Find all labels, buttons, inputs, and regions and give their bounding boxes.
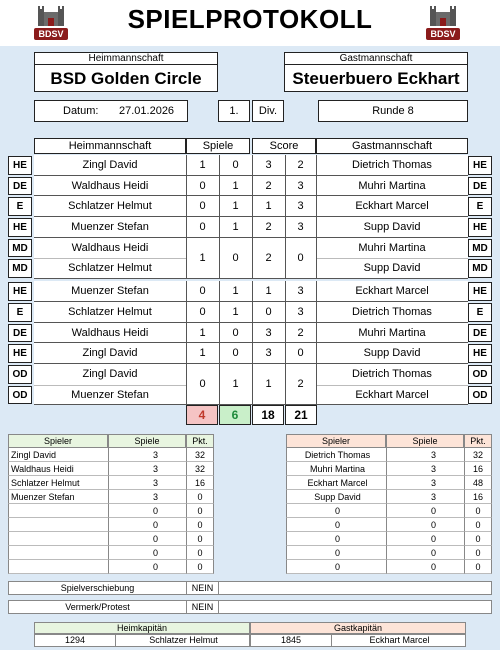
- home-games-won: 1: [199, 251, 206, 264]
- match-row: [0, 196, 500, 217]
- guest-stats-table: [286, 434, 492, 574]
- guest-team-name: Steuerbuero Eckhart: [284, 64, 468, 92]
- stats-games: 0: [108, 518, 186, 532]
- stats-points: 32: [186, 462, 214, 476]
- stats-points: 32: [464, 448, 492, 462]
- home-discipline-code: MD: [8, 239, 32, 258]
- total-home-score: 18: [252, 405, 284, 425]
- home-legs: 3: [265, 159, 272, 171]
- column-divider: [316, 238, 317, 279]
- home-player: Zingl David: [82, 368, 138, 380]
- home-games-won: 1: [199, 347, 206, 360]
- home-captain-name: Schlatzer Helmut: [115, 635, 251, 646]
- home-discipline-code: HE: [8, 282, 32, 301]
- protest-value: NEIN: [187, 601, 219, 613]
- col-header-games: Spiele: [186, 138, 250, 154]
- row-divider: [316, 385, 468, 386]
- guest-legs: 2: [297, 326, 304, 339]
- stats-points: 0: [186, 490, 214, 504]
- match-row: [0, 176, 500, 197]
- home-games-won: 0: [199, 378, 206, 390]
- stats-points: 0: [464, 518, 492, 532]
- guest-player: Dietrich Thomas: [352, 159, 432, 171]
- home-games-won: 0: [199, 305, 206, 318]
- row-divider: [316, 258, 468, 259]
- match-row: [0, 343, 500, 364]
- stats-points: 32: [186, 448, 214, 462]
- guest-player: Muhri Martina: [358, 326, 426, 339]
- column-divider: [316, 176, 317, 197]
- stats-games: 3: [108, 448, 186, 462]
- home-legs: 1: [265, 378, 272, 390]
- match-row: [0, 238, 500, 279]
- stats-player-name: [8, 546, 108, 560]
- guest-captain-label: Gastkapitän: [250, 622, 466, 634]
- stats-header-games: Spiele: [386, 434, 464, 448]
- home-games-won: 0: [199, 221, 206, 234]
- stats-player-name: Eckhart Marcel: [286, 476, 386, 490]
- guest-games-won: 1: [232, 179, 239, 192]
- guest-legs: 0: [297, 347, 304, 360]
- stats-header-player: Spieler: [286, 434, 386, 448]
- stats-points: 0: [464, 504, 492, 518]
- home-games-won: 1: [199, 326, 206, 339]
- column-divider: [316, 281, 317, 302]
- guest-discipline-code: HE: [468, 344, 492, 363]
- stats-header-points: Pkt.: [464, 434, 492, 448]
- division-number: 1.: [218, 100, 250, 122]
- stats-points: 16: [464, 462, 492, 476]
- guest-discipline-code: E: [468, 197, 492, 216]
- home-legs: 1: [265, 285, 272, 298]
- guest-player: Dietrich Thomas: [352, 368, 432, 380]
- guest-player: Muhri Martina: [358, 179, 426, 192]
- guest-player: Dietrich Thomas: [352, 305, 432, 318]
- stats-games: 0: [108, 532, 186, 546]
- row-divider: [34, 258, 186, 259]
- protest-row: [8, 600, 492, 614]
- home-stats-table: [8, 434, 214, 574]
- home-legs: 2: [265, 221, 272, 234]
- stats-points: 0: [464, 532, 492, 546]
- home-discipline-code: HE: [8, 218, 32, 237]
- guest-games-won: 0: [232, 251, 239, 264]
- stats-games: 3: [108, 476, 186, 490]
- guest-player: Eckhart Marcel: [355, 388, 429, 401]
- guest-player: Supp David: [363, 347, 421, 360]
- home-discipline-code: MD: [8, 259, 32, 278]
- stats-player-name: Muenzer Stefan: [8, 490, 108, 504]
- home-player: Waldhaus Heidi: [71, 179, 149, 192]
- guest-discipline-code: MD: [468, 259, 492, 278]
- guest-legs: 3: [297, 179, 304, 192]
- stats-player-name: Waldhaus Heidi: [8, 462, 108, 476]
- guest-games-won: 1: [232, 378, 239, 390]
- stats-player-name: Muhri Martina: [286, 462, 386, 476]
- home-legs: 3: [265, 347, 272, 360]
- home-discipline-code: E: [8, 197, 32, 216]
- column-divider: [316, 364, 317, 405]
- guest-games-won: 0: [232, 159, 239, 171]
- stats-games: 0: [386, 532, 464, 546]
- home-player: Waldhaus Heidi: [71, 326, 149, 339]
- match-row: [0, 217, 500, 238]
- home-captain-row: [34, 634, 250, 647]
- home-caption: Heimmannschaft: [34, 52, 218, 65]
- home-player: Zingl David: [82, 347, 138, 360]
- home-team-name: BSD Golden Circle: [34, 64, 218, 92]
- home-discipline-code: DE: [8, 177, 32, 196]
- stats-header-player: Spieler: [8, 434, 108, 448]
- col-header-home: Heimmannschaft: [34, 138, 186, 154]
- guest-games-won: 0: [232, 347, 239, 360]
- guest-legs: 3: [297, 285, 304, 298]
- home-discipline-code: OD: [8, 386, 32, 405]
- guest-games-won: 1: [232, 221, 239, 234]
- guest-legs: 3: [297, 221, 304, 234]
- stats-games: 3: [108, 462, 186, 476]
- match-row: [0, 302, 500, 323]
- bdsv-logo-right: [426, 6, 460, 42]
- row-divider: [34, 385, 186, 386]
- guest-discipline-code: HE: [468, 282, 492, 301]
- home-legs: 2: [265, 179, 272, 192]
- round-field: Runde 8: [318, 100, 468, 122]
- column-divider: [316, 217, 317, 238]
- stats-games: 0: [386, 546, 464, 560]
- page-title: SPIELPROTOKOLL: [127, 4, 373, 34]
- column-divider: [316, 323, 317, 344]
- stats-player-name: [8, 560, 108, 574]
- stats-games: 3: [386, 448, 464, 462]
- guest-discipline-code: HE: [468, 218, 492, 237]
- stats-player-name: 0: [286, 504, 386, 518]
- stats-player-name: [8, 504, 108, 518]
- date-value: 27.01.2026: [119, 105, 175, 117]
- stats-games: 0: [108, 546, 186, 560]
- home-player: Zingl David: [82, 159, 138, 171]
- stats-games: 0: [108, 560, 186, 574]
- home-player: Schlatzer Helmut: [68, 200, 152, 213]
- guest-legs: 3: [297, 200, 304, 213]
- stats-player-name: 0: [286, 532, 386, 546]
- castle-icon: [430, 6, 456, 26]
- postponement-row: [8, 581, 492, 595]
- match-row: [0, 323, 500, 344]
- match-row: [0, 155, 500, 176]
- stats-points: 0: [186, 518, 214, 532]
- guest-games-won: 1: [232, 305, 239, 318]
- home-player: Muenzer Stefan: [71, 388, 149, 401]
- guest-captain-name: Eckhart Marcel: [331, 635, 467, 646]
- stats-points: 0: [186, 504, 214, 518]
- stats-player-name: Zingl David: [8, 448, 108, 462]
- stats-player-name: Supp David: [286, 490, 386, 504]
- home-discipline-code: HE: [8, 156, 32, 175]
- bdsv-logo-left: [34, 6, 68, 42]
- guest-legs: 3: [297, 305, 304, 318]
- guest-legs: 2: [297, 159, 304, 171]
- guest-legs: 0: [297, 251, 304, 264]
- home-player: Waldhaus Heidi: [71, 241, 149, 254]
- guest-player: Supp David: [363, 262, 421, 275]
- guest-legs: 2: [297, 378, 304, 390]
- home-player: Muenzer Stefan: [71, 221, 149, 234]
- stats-games: 3: [386, 490, 464, 504]
- col-header-score: Score: [252, 138, 316, 154]
- stats-points: 0: [464, 546, 492, 560]
- guest-games-won: 0: [232, 326, 239, 339]
- stats-games: 0: [386, 560, 464, 574]
- match-row: [0, 281, 500, 302]
- stats-points: 0: [186, 546, 214, 560]
- home-legs: 1: [265, 200, 272, 213]
- home-discipline-code: E: [8, 303, 32, 322]
- guest-discipline-code: E: [468, 303, 492, 322]
- match-row: [0, 364, 500, 405]
- logo-banner: BDSV: [426, 28, 460, 40]
- home-games-won: 1: [199, 159, 206, 171]
- column-divider: [316, 196, 317, 217]
- guest-games-won: 1: [232, 285, 239, 298]
- home-player: Schlatzer Helmut: [68, 305, 152, 318]
- castle-icon: [38, 6, 64, 26]
- home-legs: 3: [265, 326, 272, 339]
- home-legs: 0: [265, 305, 272, 318]
- home-games-won: 0: [199, 200, 206, 213]
- guest-discipline-code: DE: [468, 177, 492, 196]
- column-divider: [316, 343, 317, 364]
- home-games-won: 0: [199, 285, 206, 298]
- total-home-games: 4: [186, 405, 218, 425]
- home-legs: 2: [265, 251, 272, 264]
- stats-player-name: 0: [286, 560, 386, 574]
- home-player: Schlatzer Helmut: [68, 262, 152, 275]
- home-discipline-code: DE: [8, 324, 32, 343]
- stats-points: 0: [186, 560, 214, 574]
- stats-points: 0: [464, 560, 492, 574]
- stats-player-name: 0: [286, 518, 386, 532]
- stats-games: 3: [108, 490, 186, 504]
- guest-caption: Gastmannschaft: [284, 52, 468, 65]
- stats-points: 16: [186, 476, 214, 490]
- guest-player: Muhri Martina: [358, 241, 426, 254]
- guest-discipline-code: MD: [468, 239, 492, 258]
- guest-captain-row: [250, 634, 466, 647]
- guest-player: Eckhart Marcel: [355, 200, 429, 213]
- stats-games: 0: [108, 504, 186, 518]
- column-divider: [316, 302, 317, 323]
- home-captain-label: Heimkapitän: [34, 622, 250, 634]
- guest-discipline-code: OD: [468, 386, 492, 405]
- stats-games: 0: [386, 504, 464, 518]
- stats-points: 48: [464, 476, 492, 490]
- date-field: [34, 100, 188, 122]
- home-player: Muenzer Stefan: [71, 285, 149, 298]
- postponement-value: NEIN: [187, 582, 219, 594]
- stats-header-points: Pkt.: [186, 434, 214, 448]
- postponement-label: Spielverschiebung: [9, 582, 187, 594]
- date-label: Datum:: [63, 105, 99, 117]
- stats-header-games: Spiele: [108, 434, 186, 448]
- guest-discipline-code: DE: [468, 324, 492, 343]
- guest-captain-id: 1845: [280, 635, 302, 645]
- logo-banner: BDSV: [34, 28, 68, 40]
- col-header-guest: Gastmannschaft: [316, 138, 468, 154]
- home-captain-id: 1294: [64, 635, 86, 645]
- home-discipline-code: OD: [8, 365, 32, 384]
- stats-games: 3: [386, 462, 464, 476]
- division-label: Div.: [252, 100, 284, 122]
- total-guest-score: 21: [285, 405, 317, 425]
- guest-player: Supp David: [363, 221, 421, 234]
- stats-points: 0: [186, 532, 214, 546]
- column-divider: [316, 155, 317, 176]
- home-discipline-code: HE: [8, 344, 32, 363]
- home-games-won: 0: [199, 179, 206, 192]
- stats-player-name: Dietrich Thomas: [286, 448, 386, 462]
- protest-label: Vermerk/Protest: [9, 601, 187, 613]
- guest-player: Eckhart Marcel: [355, 285, 429, 298]
- total-guest-games: 6: [219, 405, 251, 425]
- stats-player-name: Schlatzer Helmut: [8, 476, 108, 490]
- stats-games: 3: [386, 476, 464, 490]
- guest-games-won: 1: [232, 200, 239, 213]
- stats-player-name: [8, 518, 108, 532]
- stats-points: 16: [464, 490, 492, 504]
- stats-player-name: [8, 532, 108, 546]
- stats-player-name: 0: [286, 546, 386, 560]
- guest-discipline-code: HE: [468, 156, 492, 175]
- stats-games: 0: [386, 518, 464, 532]
- guest-discipline-code: OD: [468, 365, 492, 384]
